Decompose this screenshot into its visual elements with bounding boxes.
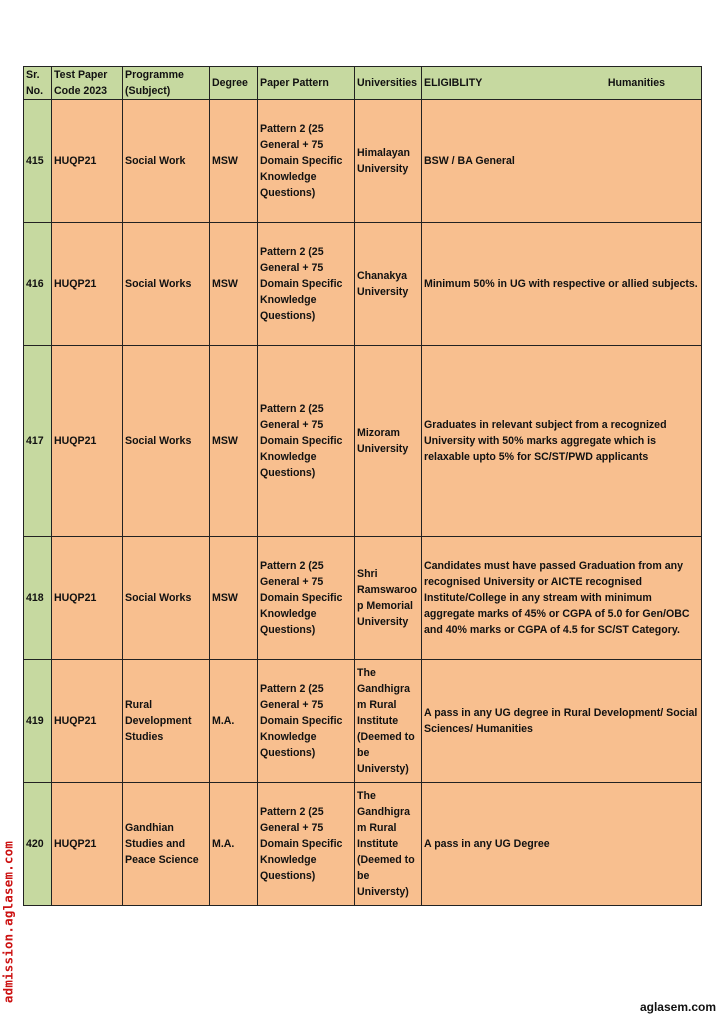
cell-degree: MSW bbox=[210, 223, 258, 346]
watermark bbox=[0, 828, 16, 1016]
cell-programme: Social Work bbox=[123, 100, 210, 223]
cell-paper-pattern: Pattern 2 (25 General + 75 Domain Specific Knowledge Questions) bbox=[258, 223, 355, 346]
cell-eligibility: Graduates in relevant subject from a recognized University with 50% marks aggregate which is relaxable upto 5% for SC/ST/PWD applicants bbox=[422, 346, 702, 537]
cell-test-paper-code: HUQP21 bbox=[52, 223, 123, 346]
table-row bbox=[24, 223, 702, 346]
table-header-row bbox=[24, 67, 702, 100]
header-universities: Universities bbox=[355, 67, 422, 100]
cell-eligibility: Minimum 50% in UG with respective or allied subjects. bbox=[422, 223, 702, 346]
table-row bbox=[24, 660, 702, 783]
cell-degree: M.A. bbox=[210, 783, 258, 906]
header-humanities-label: Humanities bbox=[607, 77, 665, 89]
cell-paper-pattern: Pattern 2 (25 General + 75 Domain Specific Knowledge Questions) bbox=[258, 346, 355, 537]
cell-sr-no: 420 bbox=[24, 783, 52, 906]
cell-degree: MSW bbox=[210, 346, 258, 537]
table-row bbox=[24, 537, 702, 660]
cell-paper-pattern: Pattern 2 (25 General + 75 Domain Specific Knowledge Questions) bbox=[258, 660, 355, 783]
cell-degree: MSW bbox=[210, 537, 258, 660]
cell-university: Mizoram University bbox=[355, 346, 422, 537]
header-test-paper-code: Test Paper Code 2023 bbox=[52, 67, 123, 100]
table-row bbox=[24, 100, 702, 223]
cell-programme: Social Works bbox=[123, 537, 210, 660]
cell-test-paper-code: HUQP21 bbox=[52, 537, 123, 660]
cell-university: The Gandhigram Rural Institute (Deemed to be Universty) bbox=[355, 783, 422, 906]
header-degree: Degree bbox=[210, 67, 258, 100]
cell-eligibility: Candidates must have passed Graduation from any recognised University or AICTE recognised Institute/College in any stream with minimum aggregate marks of 45% or CGPA of 5.0 for Gen/OBC and 40% marks or CGPA of 4.5 for SC/ST Category. bbox=[422, 537, 702, 660]
cell-paper-pattern: Pattern 2 (25 General + 75 Domain Specific Knowledge Questions) bbox=[258, 783, 355, 906]
cell-test-paper-code: HUQP21 bbox=[52, 100, 123, 223]
cell-paper-pattern: Pattern 2 (25 General + 75 Domain Specific Knowledge Questions) bbox=[258, 100, 355, 223]
cell-degree: MSW bbox=[210, 100, 258, 223]
header-sr-no: Sr. No. bbox=[24, 67, 52, 100]
table-row bbox=[24, 346, 702, 537]
cell-sr-no: 415 bbox=[24, 100, 52, 223]
cell-eligibility: A pass in any UG Degree bbox=[422, 783, 702, 906]
cell-eligibility: BSW / BA General bbox=[422, 100, 702, 223]
cell-programme: Social Works bbox=[123, 223, 210, 346]
cell-paper-pattern: Pattern 2 (25 General + 75 Domain Specific Knowledge Questions) bbox=[258, 537, 355, 660]
cell-sr-no: 419 bbox=[24, 660, 52, 783]
header-eligibility bbox=[422, 67, 702, 100]
cell-university: Chanakya University bbox=[355, 223, 422, 346]
cell-programme: Gandhian Studies and Peace Science bbox=[123, 783, 210, 906]
cell-sr-no: 418 bbox=[24, 537, 52, 660]
table-row bbox=[24, 783, 702, 906]
cell-test-paper-code: HUQP21 bbox=[52, 346, 123, 537]
cell-university: Himalayan University bbox=[355, 100, 422, 223]
watermark-text: admission.aglasem.com bbox=[0, 840, 16, 1004]
cell-university: The Gandhigram Rural Institute (Deemed to be Universty) bbox=[355, 660, 422, 783]
eligibility-table bbox=[23, 66, 702, 906]
header-eligibility-label: ELIGIBLITY bbox=[424, 77, 483, 89]
cell-sr-no: 417 bbox=[24, 346, 52, 537]
cell-programme: Social Works bbox=[123, 346, 210, 537]
cell-eligibility: A pass in any UG degree in Rural Development/ Social Sciences/ Humanities bbox=[422, 660, 702, 783]
cell-sr-no: 416 bbox=[24, 223, 52, 346]
cell-university: Shri Ramswaroop Memorial University bbox=[355, 537, 422, 660]
cell-test-paper-code: HUQP21 bbox=[52, 660, 123, 783]
cell-test-paper-code: HUQP21 bbox=[52, 783, 123, 906]
footer-site-name: aglasem.com bbox=[639, 1000, 716, 1014]
header-programme: Programme (Subject) bbox=[123, 67, 210, 100]
cell-degree: M.A. bbox=[210, 660, 258, 783]
cell-programme: Rural Development Studies bbox=[123, 660, 210, 783]
header-paper-pattern: Paper Pattern bbox=[258, 67, 355, 100]
